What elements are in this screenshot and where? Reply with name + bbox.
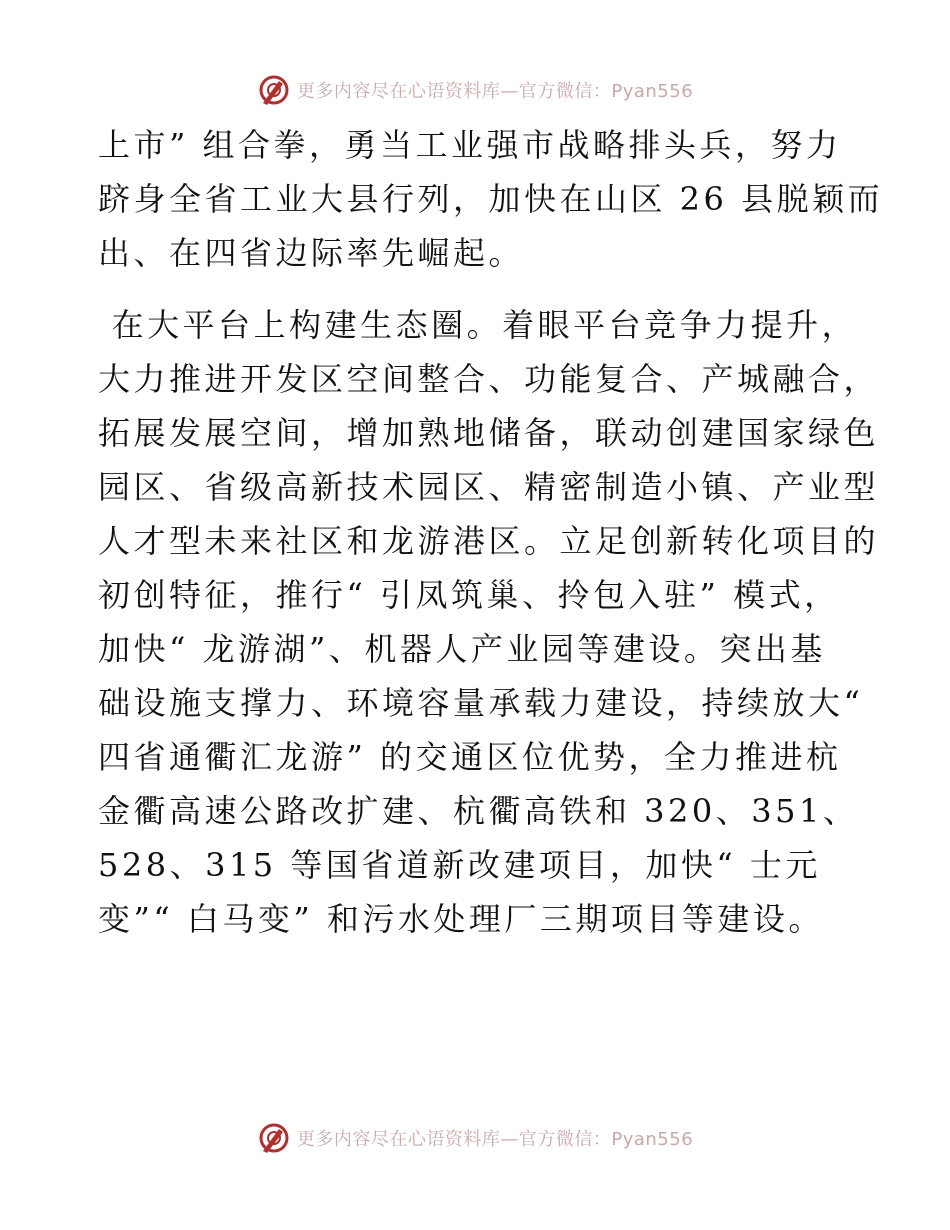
pen-circle-logo-icon: [257, 73, 291, 107]
text-line: 四省通衢汇龙游” 的交通区位优势，全力推进杭: [98, 738, 842, 776]
document-body: [98, 118, 884, 946]
text-line: 加快“ 龙游湖”、机器人产业园等建设。突出基: [98, 630, 826, 668]
text-line: 人才型未来社区和龙游港区。立足创新转化项目的: [98, 522, 880, 560]
text-line: 金衢高速公路改扩建、杭衢高铁和 320、351、: [98, 792, 859, 830]
text-line: 础设施支撑力、环境容量承载力建设，持续放大“: [98, 684, 864, 722]
text-line: 初创特征，推行“ 引凤筑巢、拎包入驻” 模式，: [98, 576, 840, 614]
text-line: 跻身全省工业大县行列，加快在山区 26 县脱颖而: [98, 180, 884, 218]
text-line: 出、在四省边际率先崛起。: [98, 234, 525, 272]
paragraph-1: [98, 118, 884, 280]
text-line: 大力推进开发区空间整合、功能复合、产城融合，: [98, 360, 880, 398]
text-line: 528、315 等国省道新改建项目，加快“ 士元: [98, 846, 821, 884]
paragraph-2: [98, 298, 880, 946]
header-banner-text: 更多内容尽在心语资料库—官方微信：Pyan556: [296, 81, 694, 102]
pen-circle-logo-icon: [257, 1121, 291, 1155]
text-line: 在大平台上构建生态圈。着眼平台竞争力提升，: [98, 306, 858, 344]
text-line: 变”“ 白马变” 和污水处理厂三期项目等建设。: [98, 900, 824, 938]
text-line: 拓展发展空间，增加熟地储备，联动创建国家绿色: [98, 414, 880, 452]
footer-banner-text: 更多内容尽在心语资料库—官方微信：Pyan556: [296, 1129, 694, 1150]
footer-banner: [0, 1118, 950, 1158]
header-banner: [0, 70, 950, 110]
text-line: 园区、省级高新技术园区、精密制造小镇、产业型: [98, 468, 880, 506]
text-line: 上市” 组合拳，勇当工业强市战略排头兵，努力: [98, 126, 842, 164]
